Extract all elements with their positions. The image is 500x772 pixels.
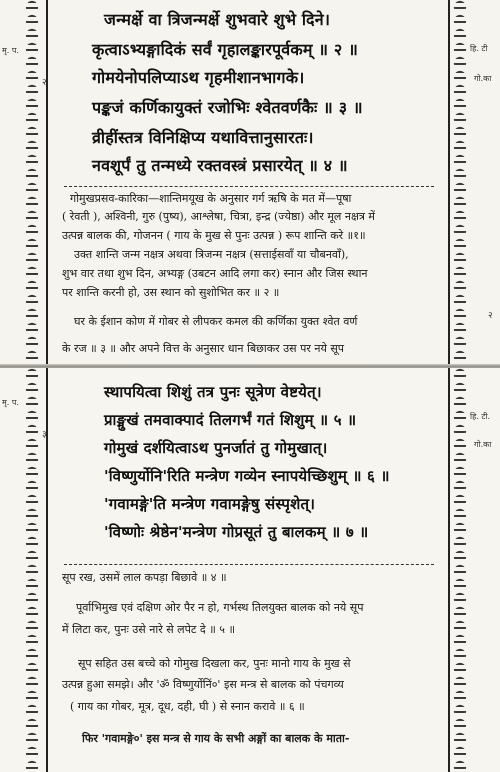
right-rule [448,368,450,772]
margin-number-left: ३ [42,430,47,440]
verse-line: 'गवामङ्गे'ति मन्त्रेण गवामङ्गेषु संस्पृशेत्। [104,495,316,513]
commentary-line: उत्पन्न बालक की, गोजनन ( गाय के मुख से पुनः उत्पन्न ) रूप शान्ति करे ॥१॥ [62,229,366,242]
commentary-line: सूप रख, उसमें लाल कपड़ा बिछावे ॥ ४ ॥ [62,571,227,584]
bottom-page [0,368,500,772]
verse-line: पङ्कजं कर्णिकायुक्तं रजोभिः श्वेतवर्णकैः ॥ ३ ॥ [92,98,363,117]
separator-rule [64,186,434,188]
margin-number-left: २ [42,78,47,88]
commentary-line: घर के ईशान कोण में गोबर से लीपकर कमल की कर्णिका युक्त श्वेत वर्ण [74,315,358,328]
margin-label-right-a: हि. टी. [470,412,491,421]
margin-label-right-a: हि. टी [470,44,488,53]
commentary-line: फिर 'गवामङ्गे०' इस मन्त्र से गाय के सभी अङ्गों का बालक के माता- [82,732,350,745]
verse-line: 'विष्णोः श्रेष्ठेन'मन्त्रेण गोप्रसूतं तु बालकम् ॥ ७ ॥ [104,523,369,541]
left-ornament-border [24,368,40,772]
margin-label-left: मृ. प. [2,46,19,55]
verse-line: 'विष्णुर्योनि'रिति मन्त्रेण गव्येन स्नापयेच्छिशुम् ॥ ६ ॥ [104,467,390,485]
verse-line: कृत्वाऽभ्यङ्गादिकं सर्वं गृहालङ्कारपूर्वकम् ॥ २ ॥ [92,40,358,59]
commentary-line: उत्पन्न हुआ समझे। और 'ॐ विष्णुर्योनिं०' इस मन्त्र से बालक को पंचगव्य [62,678,344,691]
verse-line: व्रीहींस्तत्र विनिक्षिप्य यथावित्तानुसारतः। [92,128,314,147]
commentary-line: ( गाय का गोबर, मूत्र, दूध, दही, घी ) से स्नान करावे ॥ ६ ॥ [70,700,305,713]
verse-line: प्राङ्मुखं तमवाक्पादं तिलगर्भं गतं शिशुम् ॥ ५ ॥ [104,411,357,429]
margin-number-right: २ [488,311,493,321]
commentary-line: गोमुखप्रसव-कारिका—शान्तिमयूख के अनुसार गर्ग ऋषि के मत में—पूषा [70,192,352,205]
left-rule [46,0,48,366]
commentary-line: के रज ॥ ३ ॥ और अपने वित्त के अनुसार धान बिछाकर उस पर नये सूप [62,342,345,355]
commentary-line: उक्त शान्ति जन्म नक्षत्र अथवा त्रिजन्म नक्षत्र (सत्ताईसवाँ या चौबनवाँ), [74,248,349,261]
margin-label-right-b: गो.का [474,440,492,449]
verse-line: जन्मर्क्षे वा त्रिजन्मर्क्षे शुभवारे शुभे दिने। [104,10,331,29]
top-page [0,0,500,366]
verse-line: गोमुखं दर्शयित्वाऽथ पुनर्जातं तु गोमुखात्। [104,439,328,457]
commentary-line: पर शान्ति करनी हो, उस स्थान को सुशोभित कर ॥ २ ॥ [62,286,280,299]
margin-label-left: मृ. प. [2,398,19,407]
commentary-line: पूर्वाभिमुख एवं दक्षिण ओर पैर न हो, गर्भस्थ तिलयुक्त बालक को नये सूप [76,601,364,614]
right-rule [448,0,450,366]
verse-line: गोमयेनोपलिप्याऽथ गृहमीशानभागके। [92,68,305,87]
commentary-line: सूप सहित उस बच्चे को गोमुख दिखला कर, पुनः मानो गाय के मुख से [78,657,351,670]
right-ornament-border [452,0,468,366]
left-ornament-border [24,0,40,366]
right-ornament-border [452,368,468,772]
verse-line: नवशूर्पं तु तन्मध्ये रक्तवस्त्रं प्रसारयेत् ॥ ४ ॥ [92,156,348,175]
verse-line: स्थापयित्वा शिशुं तत्र पुनः सूत्रेण वेष्टयेत्। [104,383,322,401]
separator-rule [64,564,434,566]
commentary-line: में लिटा कर, पुनः उसे नारे से लपेट दे ॥ ५ ॥ [62,623,236,636]
margin-label-right-b: गो.का [474,74,492,83]
commentary-line: शुभ वार तथा शुभ दिन, अभ्यङ्ग (उबटन आदि लगा कर) स्नान और जिस स्थान [62,267,368,280]
commentary-line: ( रेवती ), अश्विनी, गुरु (पुष्य), आश्लेषा, चित्रा, इन्द्र (ज्येष्ठा) और मूल नक्षत्र में [62,210,375,223]
